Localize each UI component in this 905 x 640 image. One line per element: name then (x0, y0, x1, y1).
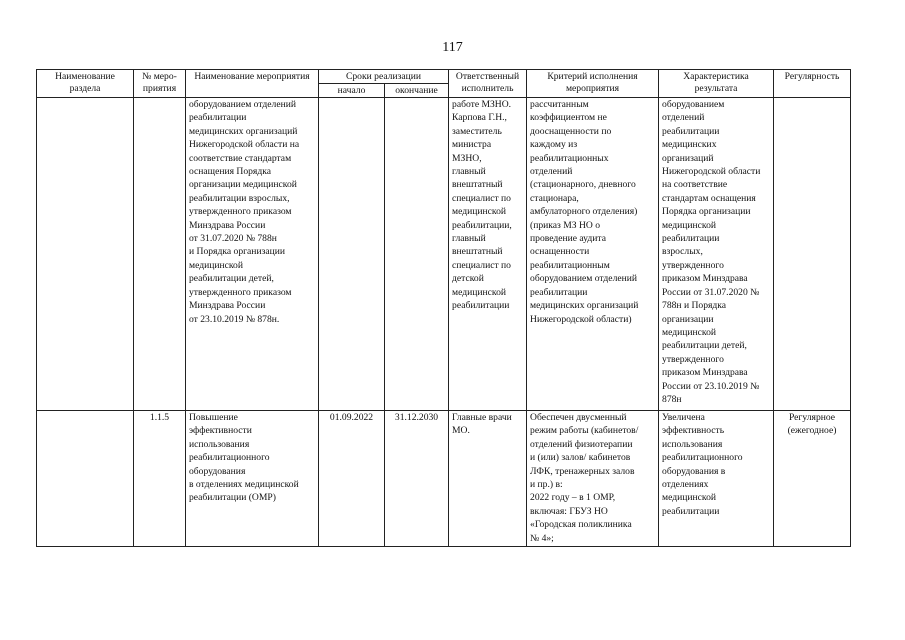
header-event-number: № меро-приятия (134, 70, 186, 98)
events-table (36, 69, 851, 547)
cell-number (134, 98, 186, 411)
cell-name: оборудованием отделений реабилитации медицинских организаций Нижегородской области на соответствие стандартам оснащения Порядка организации медицинской реабилитации взрослых, утвержденного приказом Минздрава России от 31.07.2020 № 788н и Порядка организации медицинской реабилитации детей, утвержденного приказом Минздрава России от 23.10.2019 № 878н. (186, 98, 319, 411)
cell-result: Увеличена эффективность использования реабилитационного оборудования в отделениях медицинской реабилитации (659, 411, 774, 547)
cell-criterion: рассчитанным коэффициентом не дооснащенности по каждому из реабилитационных отделений (стационарного, дневного стационара, амбулаторного отделения) (приказ МЗ НО о проведение аудита оснащенности реабилитационным оборудованием отделений реабилитации медицинских организаций Нижегородской области) (527, 98, 659, 411)
cell-start: 01.09.2022 (319, 411, 385, 547)
cell-responsible: Главные врачи МО. (449, 411, 527, 547)
cell-name: Повышение эффективности использования реабилитационного оборудования в отделениях медицинской реабилитации (ОМР) (186, 411, 319, 547)
cell-start (319, 98, 385, 411)
cell-end (385, 98, 449, 411)
header-end: окончание (385, 84, 449, 98)
cell-end: 31.12.2030 (385, 411, 449, 547)
cell-regularity (774, 98, 851, 411)
page-number: 117 (442, 40, 463, 55)
cell-number: 1.1.5 (134, 411, 186, 547)
cell-result: оборудованием отделений реабилитации медицинских организаций Нижегородской области на соответствие стандартам оснащения Порядка организации медицинской реабилитации взрослых, утвержденного приказом Минздрава России от 31.07.2020 № 788н и Порядка организации медицинской реабилитации детей, утвержденного приказом Минздрава России от 23.10.2019 № 878н (659, 98, 774, 411)
table-row (37, 411, 851, 547)
cell-responsible: работе МЗНО. Карпова Г.Н., заместитель министра МЗНО, главный внештатный специалист по медицинской реабилитации, главный внештатный специалист по детской медицинской реабилитации (449, 98, 527, 411)
header-start: начало (319, 84, 385, 98)
header-timeframe: Сроки реализации (319, 70, 449, 84)
header-result: Характеристика результата (659, 70, 774, 98)
table-row (37, 98, 851, 411)
header-row (37, 70, 851, 84)
header-responsible: Ответственный исполнитель (449, 70, 527, 98)
cell-criterion: Обеспечен двусменный режим работы (кабинетов/ отделений физиотерапии и (или) залов/ кабинетов ЛФК, тренажерных залов и пр.) в: 2022 году – в 1 ОМР, включая: ГБУЗ НО «Городская поликлиника № 4»; (527, 411, 659, 547)
cell-section (37, 98, 134, 411)
cell-regularity: Регулярное (ежегодное) (774, 411, 851, 547)
header-event-name: Наименование мероприятия (186, 70, 319, 98)
header-section-name: Наименование раздела (37, 70, 134, 98)
cell-section (37, 411, 134, 547)
header-regularity: Регулярность (774, 70, 851, 98)
header-criterion: Критерий исполнения мероприятия (527, 70, 659, 98)
